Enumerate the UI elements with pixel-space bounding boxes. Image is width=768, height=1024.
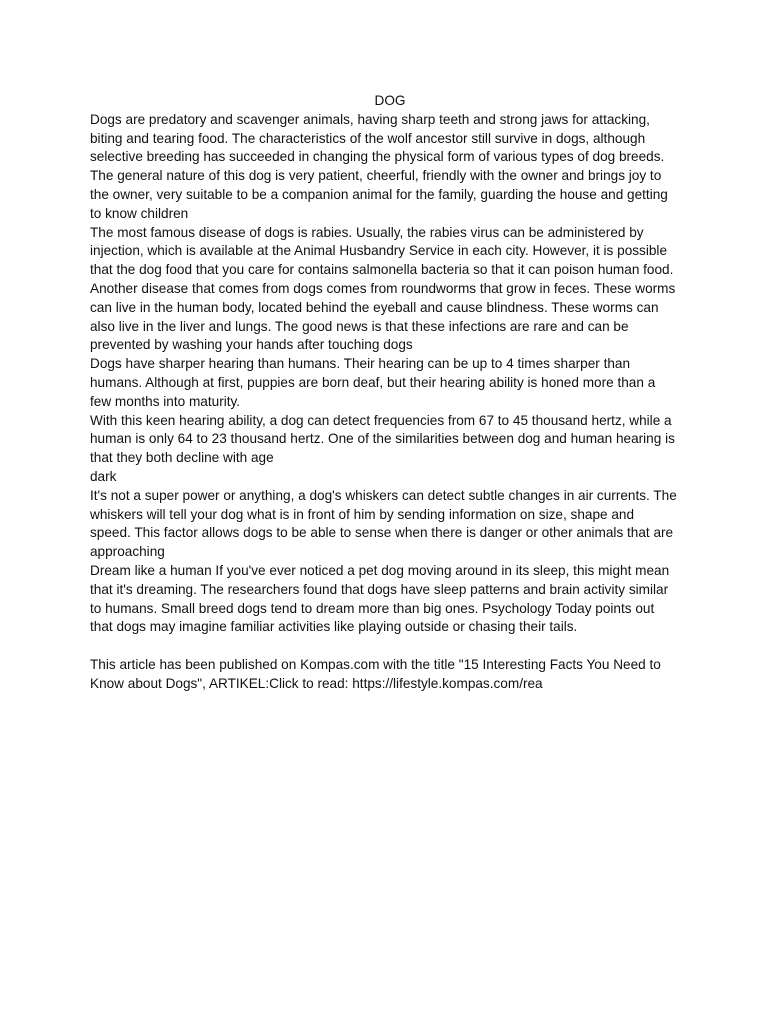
paragraph-hearing: Dogs have sharper hearing than humans. Their hearing can be up to 4 times sharper than humans. Although at first, puppies are born deaf, but their hearing ability is honed more than a few months into maturity.	[90, 356, 656, 409]
paragraph-dark: dark	[90, 468, 117, 484]
document-body	[90, 92, 678, 694]
document-title: DOG	[374, 93, 406, 108]
source-note: This article has been published on Kompas.com with the title "15 Interesting Facts You Need to Know about Dogs", ARTIKEL:Click to read: https://lifestyle.kompas.com/rea	[90, 656, 661, 691]
paragraph-whiskers: It's not a super power or anything, a dog's whiskers can detect subtle changes in air currents. The whiskers will tell your dog what is in front of him by sending information on size, shape and speed. This factor allows dogs to be able to sense when there is danger or other animals that are approaching	[90, 487, 677, 560]
paragraph-frequencies: With this keen hearing ability, a dog can detect frequencies from 67 to 45 thousand hertz, while a human is only 64 to 23 thousand hertz. One of the similarities between dog and human hearing is that they both decline with age	[90, 412, 675, 466]
blank-line	[90, 637, 678, 656]
paragraph-dog-nature: Dogs are predatory and scavenger animals, having sharp teeth and strong jaws for attacking, biting and tearing food. The characteristics of the wolf ancestor still survive in dogs, although selective breeding has succeeded in changing the physical form of various types of dog breeds. The general nature of this dog is very patient, cheerful, friendly with the owner and brings joy to the owner, very suitable to be a companion animal for the family, guarding the house and getting to know children	[90, 111, 668, 221]
paragraph-rabies: The most famous disease of dogs is rabies. Usually, the rabies virus can be administered by injection, which is available at the Animal Husbandry Service in each city. However, it is possible that the dog food that you care for contains salmonella bacteria so that it can poison human food.	[90, 224, 674, 278]
paragraph-dreaming: Dream like a human If you've ever noticed a pet dog moving around in its sleep, this might mean that it's dreaming. The researchers found that dogs have sleep patterns and brain activity similar to humans. Small breed dogs tend to dream more than big ones. Psychology Today points out that dogs may imagine familiar activities like playing outside or chasing their tails.	[90, 562, 670, 635]
paragraph-roundworms: Another disease that comes from dogs comes from roundworms that grow in feces. These worms can live in the human body, located behind the eyeball and cause blindness. These worms can also live in the liver and lungs. The good news is that these infections are rare and can be prevented by washing your hands after touching dogs	[90, 280, 676, 353]
